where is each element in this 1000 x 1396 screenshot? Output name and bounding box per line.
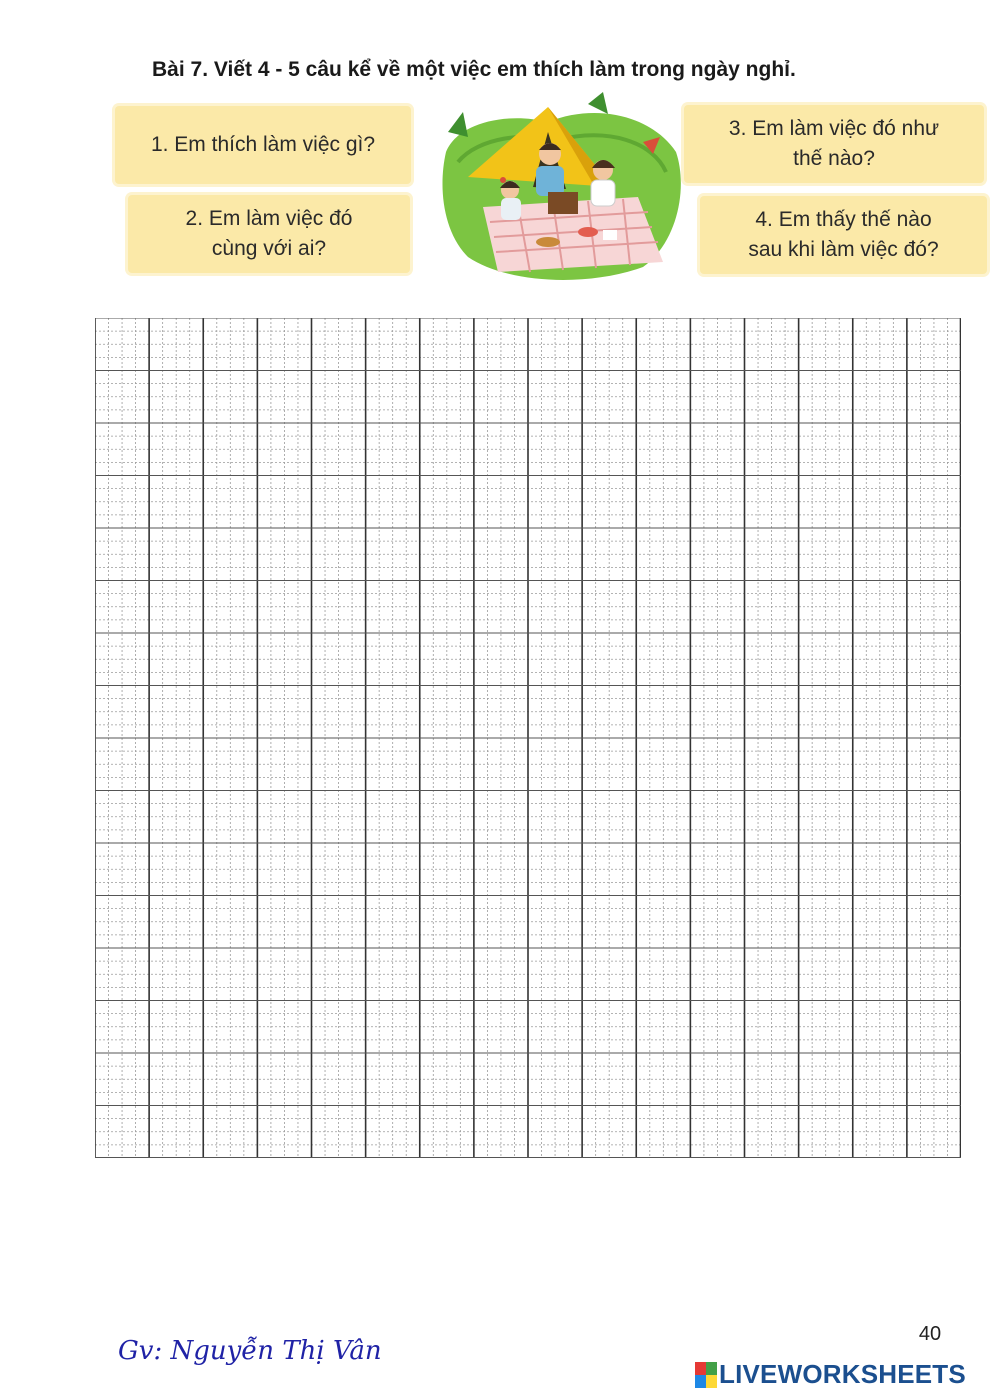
question-4-line-2: sau khi làm việc đó? (748, 238, 939, 261)
question-box-1 (115, 106, 411, 184)
brand-name: LIVEWORKSHEETS (719, 1359, 966, 1389)
family-picnic-illustration (438, 92, 684, 282)
question-3-line-2: thế nào? (793, 147, 875, 170)
exercise-title: Bài 7. Viết 4 - 5 câu kể về một việc em thích làm trong ngày nghỉ. (152, 58, 796, 81)
question-2-line-2: cùng với ai? (211, 237, 327, 260)
question-box-2 (128, 195, 410, 273)
liveworksheets-logo (695, 1359, 966, 1390)
question-box-3 (684, 105, 984, 183)
teacher-signature: Gv: Nguyễn Thị Vân (118, 1336, 382, 1366)
question-2-line-1: 2. Em làm việc đó (185, 207, 353, 230)
question-1-line-1: 1. Em thích làm việc gì? (150, 133, 376, 156)
question-4-line-1: 4. Em thấy thế nào (755, 208, 932, 231)
question-box-4 (700, 196, 987, 274)
writing-grid[interactable] (95, 318, 961, 1158)
page-number: 40 (918, 1323, 942, 1345)
liveworksheets-icon (695, 1362, 717, 1388)
question-3-line-1: 3. Em làm việc đó như (728, 117, 940, 140)
